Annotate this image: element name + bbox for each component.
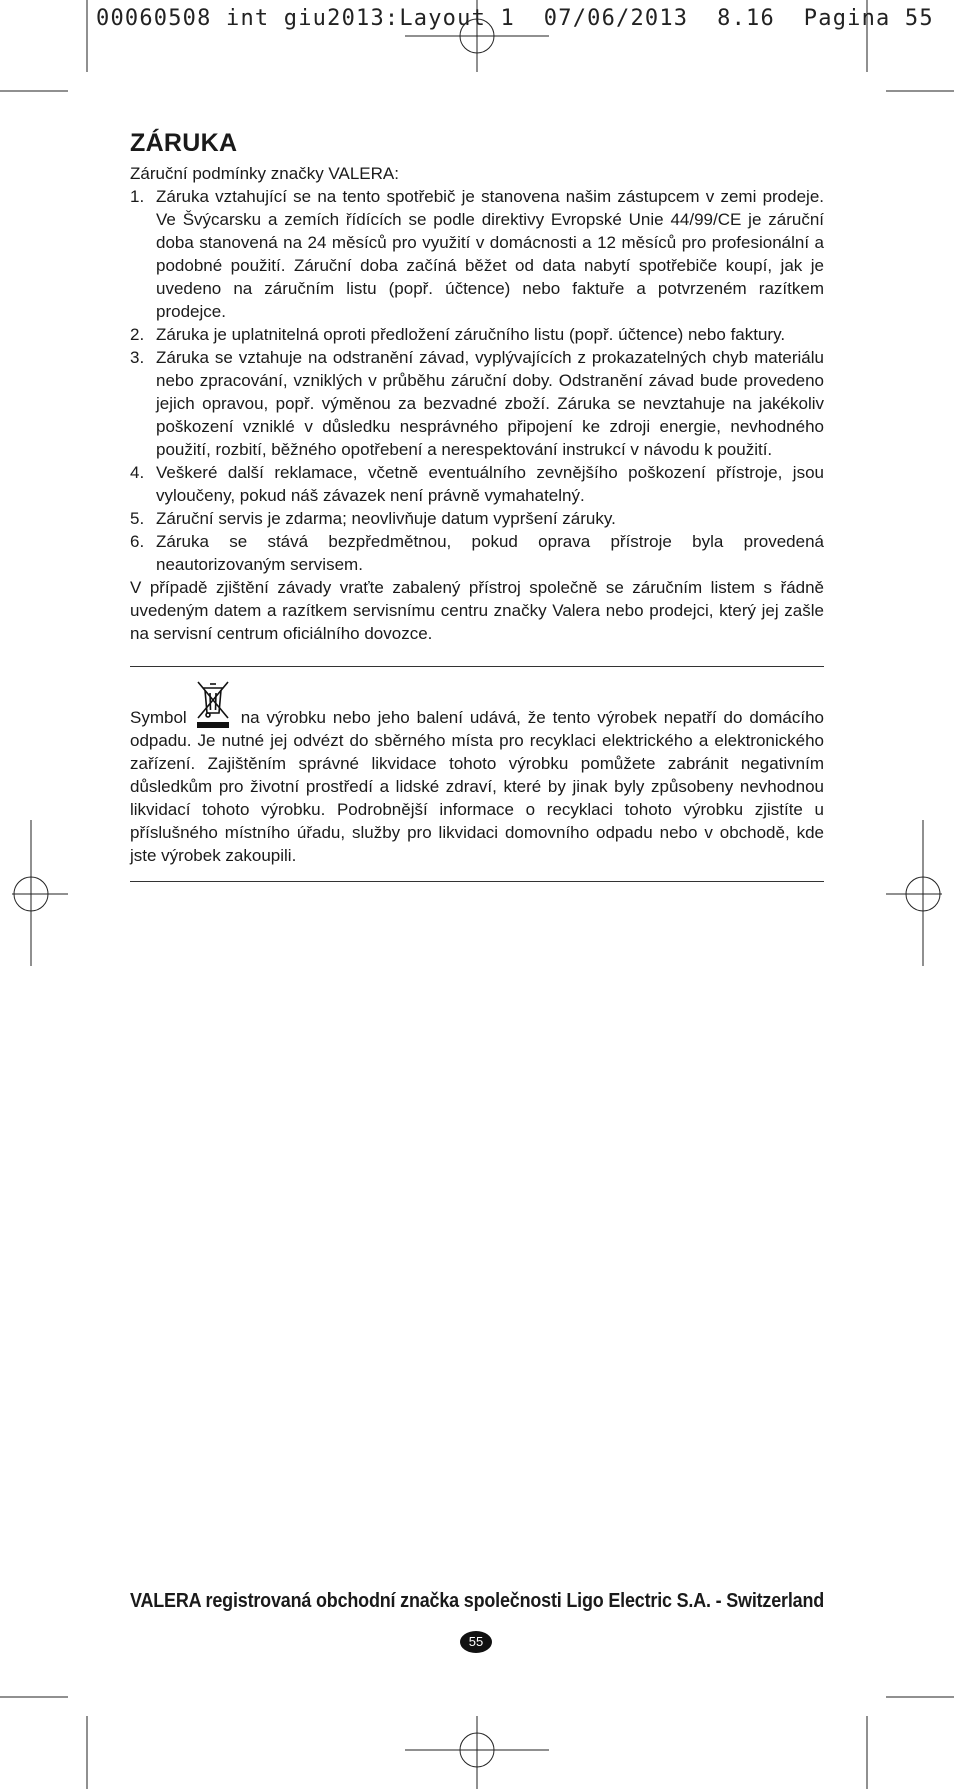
condition-text: Záruka je uplatnitelná oproti předložení záručního listu (popř. účtence) nebo faktury. — [156, 325, 786, 344]
crossed-out-wheelie-bin-icon — [193, 677, 233, 729]
weee-disposal-notice — [130, 677, 824, 867]
condition-number: 5. — [130, 509, 145, 528]
warranty-condition — [130, 507, 824, 530]
warranty-content — [130, 128, 824, 882]
weee-lead: Symbol — [130, 708, 187, 727]
print-slug-line: 00060508 int giu2013:Layout 1 07/06/2013 8.16 Pagina 55 — [96, 6, 934, 31]
weee-text: na výrobku nebo jeho balení udává, že tento výrobek nepatří do domácího odpadu. Je nutné jej odvézt do sběrného místa pro recyklaci elektrického a elektronického zařízení. Zajištěním správné likvidace tohoto výrobku pomůžete zabránit negativním důsledkům pro životní prostředí a lidské zdraví, které by jinak byly způsobeny nevhodnou likvidací tohoto výrobku. Podrobnější informace o recyklaci tohoto výrobku zjistíte u příslušného místního úřadu, služby pro likvidaci domovního odpadu nebo v obchodě, kde jste výrobek zakoupili. — [130, 708, 824, 865]
warranty-condition — [130, 346, 824, 461]
condition-text: Záruka vztahující se na tento spotřebič je stanovena našim zástupcem v zemi prodeje. Ve Švýcarsku a zemích řídících se podle direktivy Evropské Unie 44/99/CE je záruční doba stanovená na 24 měsíců pro využití v domácnosti a 12 měsíců pro profesionální a podobné použití. Záruční doba začíná běžet od data nabytí spotřebiče koupí, jak je uvedeno na záručním listu (popř. účtence) nebo faktuře a potvrzeném razítkem prodejce. — [156, 187, 824, 321]
condition-number: 4. — [130, 463, 145, 482]
warranty-condition — [130, 323, 824, 346]
page-number-badge: 55 — [460, 1631, 492, 1653]
condition-number: 2. — [130, 325, 145, 344]
warranty-condition — [130, 185, 824, 323]
brand-footer: VALERA registrovaná obchodní značka společnosti Ligo Electric S.A. - Switzerland — [130, 1590, 825, 1612]
condition-text: Záruka se stává bezpředmětnou, pokud oprava přístroje byla provedená neautorizovaným servisem. — [156, 532, 824, 574]
condition-number: 3. — [130, 348, 145, 367]
divider — [130, 666, 824, 667]
condition-number: 1. — [130, 187, 145, 206]
warranty-conditions-list — [130, 185, 824, 576]
return-instructions: V případě zjištění závady vraťte zabalený přístroj společně se záručním listem s řádně uvedeným datem a razítkem servisnímu centru značky Valera nebo prodejci, který jej zašle na servisní centrum oficiálního dovozce. — [130, 578, 824, 643]
condition-text: Záruční servis je zdarma; neovlivňuje datum vypršení záruky. — [156, 509, 616, 528]
warranty-condition — [130, 461, 824, 507]
warranty-intro: Záruční podmínky značky VALERA: — [130, 164, 399, 183]
condition-number: 6. — [130, 532, 145, 551]
page-title: ZÁRUKA — [130, 129, 238, 157]
divider — [130, 881, 824, 882]
condition-text: Záruka se vztahuje na odstranění závad, vyplývajících z prokazatelných chyb materiálu nebo zpracování, vzniklých v průběhu záruční doby. Odstranění závad bude provedeno jejich opravou, popř. výměnou za bezvadné zboží. Záruka se nevztahuje na jakékoliv poškození vzniklé v důsledku nesprávného připojení ke zdroji energie, nevhodného použití, rozbití, běžného opotřebení a nerespektování instrukcí v návodu k použití. — [156, 348, 824, 459]
condition-text: Veškeré další reklamace, včetně eventuálního zevnějšího poškození přístroje, jsou vyloučeny, pokud náš závazek není právně vymahatelný. — [156, 463, 824, 505]
warranty-condition — [130, 530, 824, 576]
